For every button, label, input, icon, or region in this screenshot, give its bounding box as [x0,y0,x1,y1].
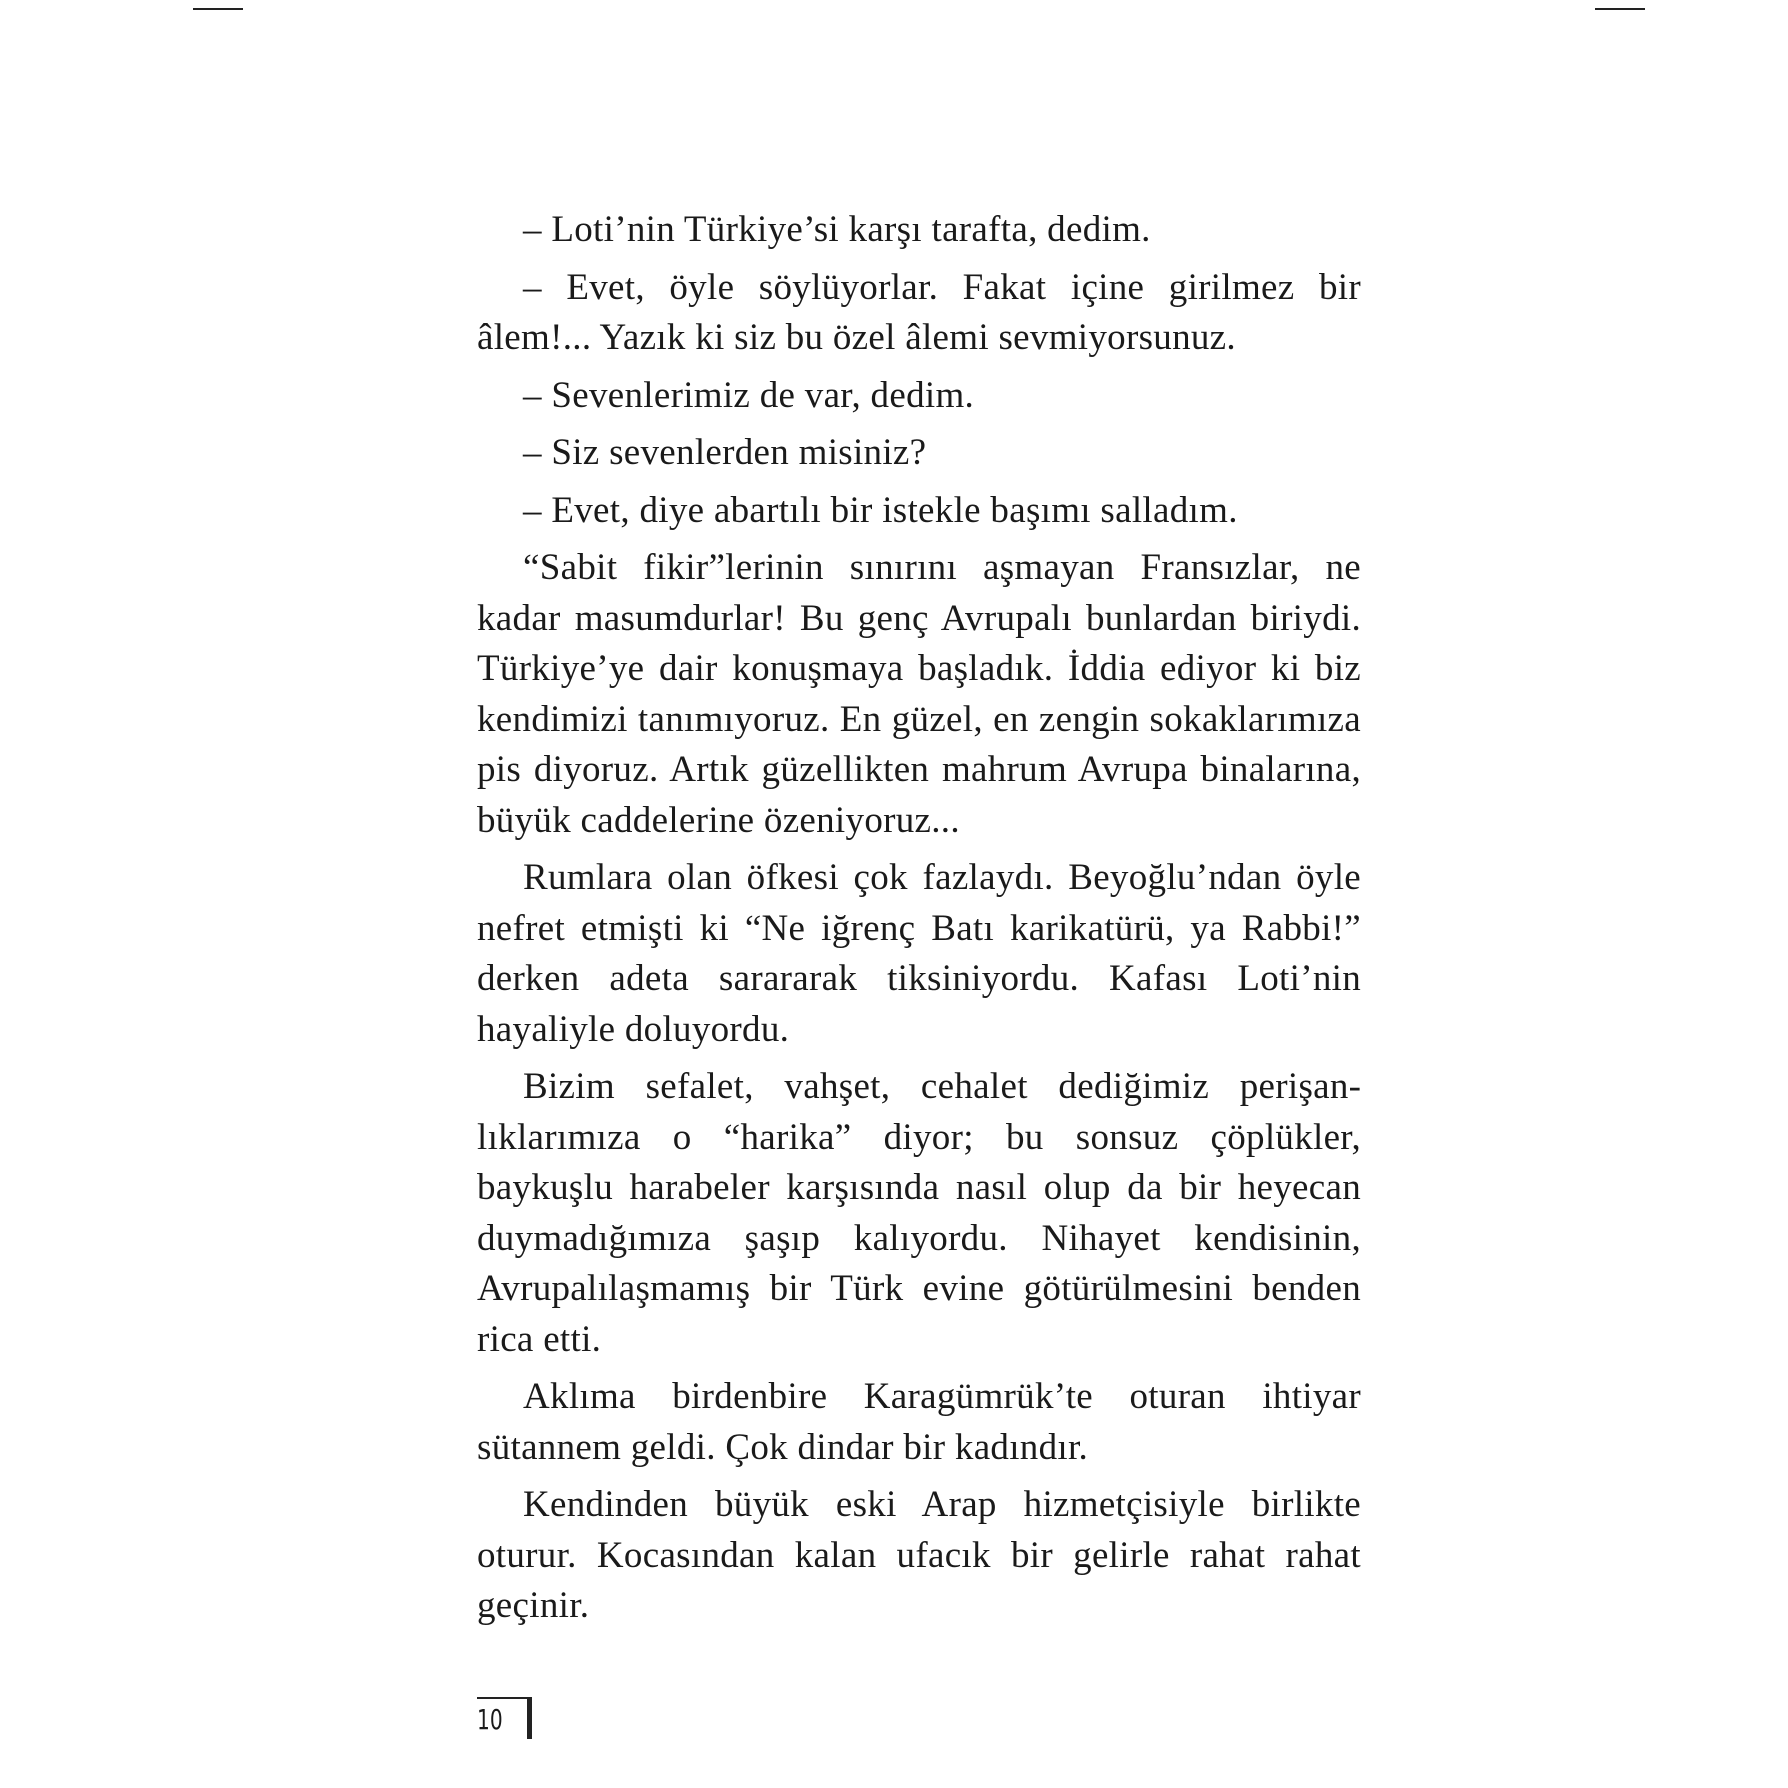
dialogue-line-2: – Evet, öyle söylüyorlar. Fakat içine girilmez bir âlem!... Yazık ki siz bu özel âlemi sevmiyorsunuz. [477,266,1361,358]
dialogue-line-1: – Loti’nin Türkiye’si karşı tarafta, dedim. [523,209,1151,250]
crop-mark-left [193,8,243,10]
dialogue-line-3: – Sevenlerimiz de var, dedim. [523,374,975,416]
folio-bar [527,1697,532,1739]
folio-rule [477,1697,527,1699]
paragraph-aklima: Aklıma birdenbire Karagümrük’te oturan ihtiyar sütannem geldi. Çok dindar bir kadındır. [477,1376,1361,1468]
dialogue-line-5: – Evet, diye abartılı bir istekle başımı salladım. [523,489,1238,531]
paragraph-sabit-fikir: “Sabit fikir”lerinin sınırını aşmayan Fransızlar, ne kadar masumdurlar! Bu genç Avrupalı bunlardan biriydi. Türkiye’ye dair konuşmaya başladık. İddia ediyor ki biz kendimizi tanımıyoruz. En güzel, en zengin sokaklarımıza pis diyoruz. Artık güzellikten mahrum Avrupa binalarına, büyük caddelerine özeniyoruz... [477,547,1361,841]
crop-mark-right [1595,8,1645,10]
paragraph-rumlara: Rumlara olan öfkesi çok fazlaydı. Beyoğlu’ndan öyle nefret etmişti ki “Ne iğrenç Batı karikatürü, ya Rabbi!” derken adeta sarararak tiksiniyordu. Kafası Loti’nin hayaliyle doluyordu. [477,857,1361,1050]
paragraph-bizim-sefalet: Bizim sefalet, vahşet, cehalet dediğimiz perişanlıklarımıza o “harika” diyor; bu sonsuz çöplükler, baykuşlu harabeler karşısında nasıl olup da bir heyecan duymadığımıza şaşıp kalıyordu. Nihayet kendisinin, Avrupalılaşmamış bir Türk evine götürülmesini benden rica etti. [477,1066,1361,1360]
page-folio [477,1697,533,1739]
paragraph-kendinden: Kendinden büyük eski Arap hizmetçisiyle birlikte oturur. Kocasından kalan ufacık bir gelirle rahat rahat geçinir. [477,1484,1361,1626]
dialogue-line-4: – Siz sevenlerden misiniz? [523,432,927,473]
page-number: 10 [477,1703,503,1736]
page-body-text [477,205,1361,1639]
